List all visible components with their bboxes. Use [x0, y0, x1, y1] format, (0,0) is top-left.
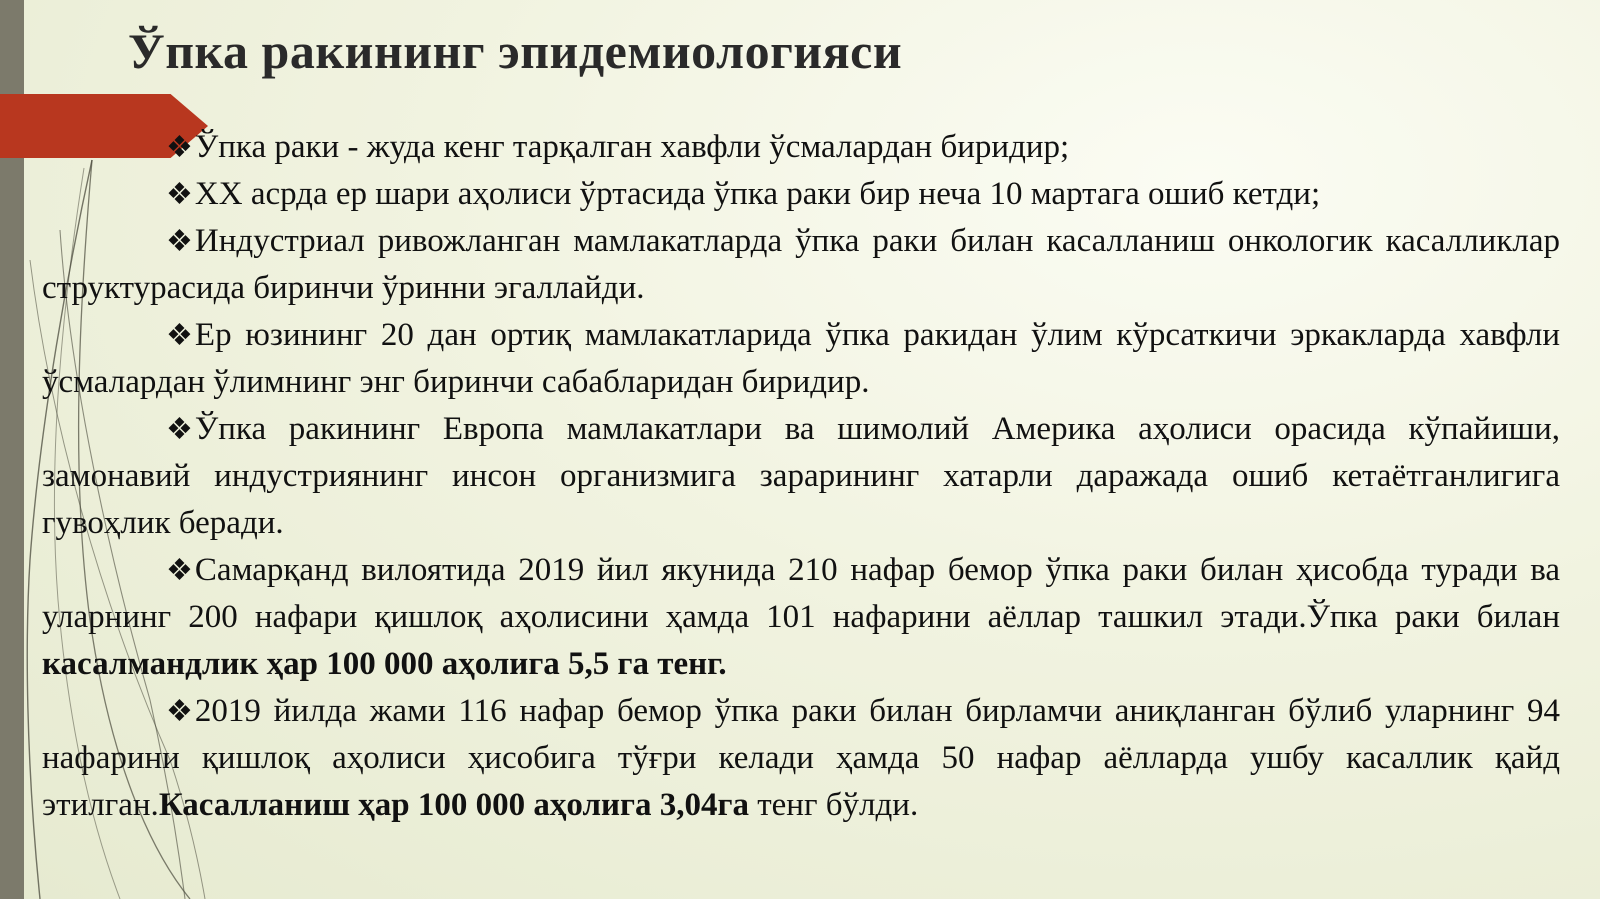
bullet-item: ❖Ер юзининг 20 дан ортиқ мамлакатларида ўпка ракидан ўлим кўрсаткичи эркакларда хавфли ўсмалардан ўлимнинг энг биринчи сабабларидан биридир.: [42, 312, 1560, 406]
diamond-bullet-icon: ❖: [166, 554, 193, 587]
slide-title: Ўпка ракининг эпидемиологияси: [128, 23, 903, 79]
diamond-bullet-icon: ❖: [166, 131, 193, 164]
bullet-item: ❖XX асрда ер шари аҳолиси ўртасида ўпка раки бир неча 10 мартага ошиб кетди;: [42, 171, 1560, 218]
bullet-item: ❖Индустриал ривожланган мамлакатларда ўпка раки билан касалланиш онкологик касалликлар структурасида биринчи ўринни эгаллайди.: [42, 218, 1560, 312]
diamond-bullet-icon: ❖: [166, 178, 193, 211]
bullet-item: ❖Ўпка ракининг Европа мамлакатлари ва шимолий Америка аҳолиси орасида кўпайиши, замонавий индустриянинг инсон организмига зарарининг хатарли даражада ошиб кетаётганлигига гувоҳлик беради.: [42, 406, 1560, 547]
bold-statistic: Касалланиш ҳар 100 000 аҳолига 3,04га: [158, 787, 749, 823]
diamond-bullet-icon: ❖: [166, 225, 193, 258]
diamond-bullet-icon: ❖: [166, 695, 193, 728]
bold-statistic: касалмандлик ҳар 100 000 аҳолига 5,5 га тенг.: [42, 646, 727, 682]
diamond-bullet-icon: ❖: [166, 413, 193, 446]
bullet-item: ❖Самарқанд вилоятида 2019 йил якунида 210 нафар бемор ўпка раки билан ҳисобда туради ва уларнинг 200 нафари қишлоқ аҳолисини ҳамда 101 нафарини аёллар ташкил этади.Ўпка раки билан касалмандлик ҳар 100 000 аҳолига 5,5 га тенг.: [42, 547, 1560, 688]
bullet-list: [42, 124, 1560, 829]
bullet-item: ❖Ўпка раки - жуда кенг тарқалган хавфли ўсмалардан биридир;: [42, 124, 1560, 171]
diamond-bullet-icon: ❖: [166, 319, 193, 352]
bullet-item: ❖2019 йилда жами 116 нафар бемор ўпка раки билан бирламчи аниқланган бўлиб уларнинг 94 нафарини қишлоқ аҳолиси ҳисобига тўғри келади ҳамда 50 нафар аёлларда ушбу касаллик қайд этилган.Касалланиш ҳар 100 000 аҳолига 3,04га тенг бўлди.: [42, 688, 1560, 829]
